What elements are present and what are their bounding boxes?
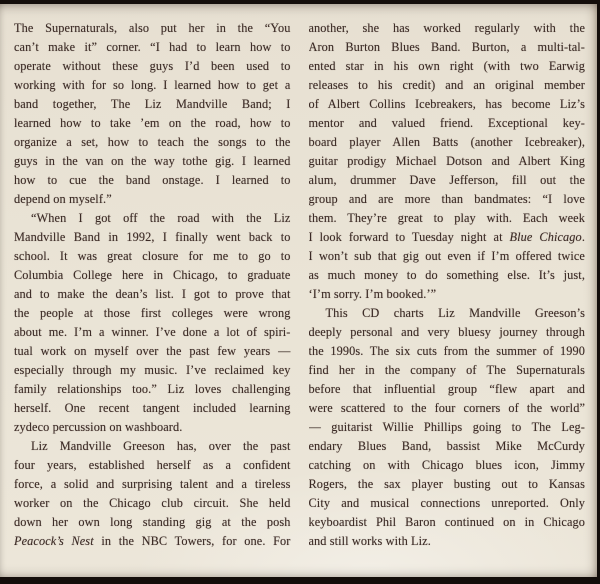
text-line: learned how to take ’em on the road, how to bbox=[14, 116, 291, 130]
text-line: how to cue the band onstage. I learned to bbox=[14, 173, 291, 187]
paragraph bbox=[14, 209, 291, 437]
text-line: the 1990s. The six cuts from the summer of 1990 bbox=[308, 344, 585, 358]
text-line: City and musical connections unreported. Only bbox=[308, 496, 585, 510]
text-line: were scattered to the four corners of the world” bbox=[308, 401, 585, 415]
text-line: The Supernaturals, also put her in the “You bbox=[14, 21, 291, 35]
text-line: ented star in his own right (with two Earwig bbox=[308, 59, 585, 73]
paragraph bbox=[309, 304, 586, 551]
text-line: band together, The Liz Mandville Band; I bbox=[14, 97, 291, 111]
text-line: depend on myself.” bbox=[14, 192, 112, 206]
text-line: the people at those first colleges were wrong bbox=[14, 306, 291, 320]
text-line: Peacock’s Nest in the NBC Towers, for one. For bbox=[14, 534, 291, 548]
text-line: alum, drummer Dave Jefferson, fill out the bbox=[308, 173, 585, 187]
text-line: group and are more than bandmates: “I love bbox=[308, 192, 585, 206]
text-line: I look forward to Tuesday night at Blue Chicago. bbox=[308, 230, 585, 244]
text-line: as much money to do something else. It’s just, bbox=[308, 268, 585, 282]
text-line: before that influential group “flew apart and bbox=[308, 382, 585, 396]
text-line: them. They’re great to play with. Each week bbox=[308, 211, 585, 225]
text-line: — guitarist Willie Phillips going to The Leg- bbox=[308, 420, 585, 434]
text-line: I won’t sub that gig out even if I’m offered twice bbox=[308, 249, 585, 263]
text-line: down her own long standing gig at the posh bbox=[14, 515, 291, 529]
text-line: ‘I’m sorry. I’m booked.’” bbox=[308, 287, 437, 301]
paragraph bbox=[14, 19, 291, 209]
text-line: releases to his credit) and an original member bbox=[308, 78, 585, 92]
text-line: find her in the company of The Supernaturals bbox=[308, 363, 585, 377]
text-line: zydeco percussion on washboard. bbox=[14, 420, 183, 434]
text-line: Mandville Band in 1992, I finally went back to bbox=[14, 230, 291, 244]
text-line: family relationships too.” Liz loves challenging bbox=[14, 382, 291, 396]
text-line: about me. I’m a winner. I’ve done a lot of spiri- bbox=[14, 325, 291, 339]
text-line: and to make the dean’s list. I got to prove that bbox=[14, 287, 291, 301]
text-line: This CD charts Liz Mandville Greeson’s bbox=[325, 306, 585, 320]
text-line: can’t make it” corner. “I had to learn how to bbox=[14, 40, 291, 54]
text-line: herself. One recent tangent included learning bbox=[14, 401, 291, 415]
text-line: and still works with Liz. bbox=[308, 534, 431, 548]
booklet-page bbox=[0, 4, 597, 577]
text-line: working with for so long. I learned how to get a bbox=[14, 78, 291, 92]
text-line: another, she has worked regularly with the bbox=[308, 21, 585, 35]
text-column-left bbox=[14, 19, 291, 551]
text-line: operate without these guys I’d been used to bbox=[14, 59, 291, 73]
paragraph bbox=[309, 19, 586, 304]
text-line: board player Allen Batts (another Icebreaker), bbox=[308, 135, 585, 149]
text-column-right bbox=[309, 19, 586, 551]
text-line: keyboardist Phil Baron continued on in Chicago bbox=[308, 515, 585, 529]
text-line: guitar prodigy Michael Dotson and Albert King bbox=[308, 154, 585, 168]
text-line: of Albert Collins Icebreakers, has become Liz’s bbox=[308, 97, 585, 111]
text-line: tual work on myself over the past few years — bbox=[14, 344, 291, 358]
text-line: “When I got off the road with the Liz bbox=[31, 211, 291, 225]
text-line: force, a solid and surprising talent and a tireless bbox=[14, 477, 291, 491]
text-line: Aron Burton Blues Band. Burton, a multi-tal- bbox=[308, 40, 585, 54]
text-line: mentor and valued friend. Exceptional key- bbox=[308, 116, 585, 130]
text-columns bbox=[0, 4, 597, 551]
paragraph bbox=[14, 437, 291, 551]
text-line: especially through my music. I’ve reclaimed key bbox=[14, 363, 291, 377]
text-line: endary Blues Band, bassist Mike McCurdy bbox=[308, 439, 585, 453]
text-line: catching on with Chicago blues icon, Jimmy bbox=[308, 458, 585, 472]
text-line: Rogers, the sax player busting out to Kansas bbox=[308, 477, 585, 491]
text-line: Columbia College here in Chicago, to graduate bbox=[14, 268, 291, 282]
text-line: organize a set, how to teach the songs to the bbox=[14, 135, 291, 149]
text-line: guys in the van on the way tothe gig. I learned bbox=[14, 154, 291, 168]
text-line: four years, established herself as a confident bbox=[14, 458, 291, 472]
text-line: deeply personal and very bluesy journey through bbox=[308, 325, 585, 339]
text-line: Liz Mandville Greeson has, over the past bbox=[31, 439, 291, 453]
text-line: worker on the Chicago club circuit. She held bbox=[14, 496, 291, 510]
text-line: school. It was great closure for me to go to bbox=[14, 249, 291, 263]
